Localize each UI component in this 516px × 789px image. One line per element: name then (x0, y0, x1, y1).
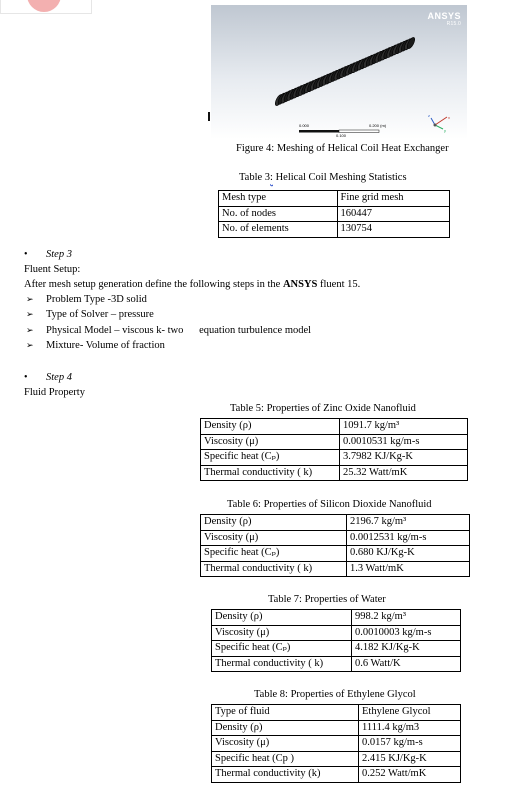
table-row (212, 656, 461, 672)
table-row (219, 206, 450, 222)
step4-bullet: • (24, 372, 28, 383)
property-name-cell: Density (ρ) (201, 419, 340, 435)
table-row (201, 546, 470, 562)
property-name-cell: Viscosity (μ) (212, 736, 359, 752)
table-row (201, 561, 470, 577)
property-name-cell: Type of fluid (212, 705, 359, 721)
property-name-cell: Specific heat (Cₚ) (212, 641, 352, 657)
scale-bar-dark (299, 130, 339, 133)
meshing-figure (211, 5, 467, 139)
property-name-cell: Thermal conductivity ( k) (201, 465, 340, 481)
mesh-stats-table (218, 190, 450, 238)
property-name-cell: Density (ρ) (212, 610, 352, 626)
ethylene-glycol-table (211, 704, 461, 783)
scale-label-start: 0.000 (299, 123, 310, 128)
property-value-cell: 998.2 kg/m³ (352, 610, 461, 626)
property-name-cell: Specific heat (Cₚ) (201, 546, 347, 562)
scale-label-end: 0.200 (m) (369, 123, 387, 128)
property-name-cell: No. of nodes (219, 206, 338, 222)
step3-title: Step 3 (46, 249, 72, 260)
arrow-bullet-icon: ➢ (26, 295, 34, 305)
table-row (201, 530, 470, 546)
table-row (212, 767, 461, 783)
coil-mesh-render (211, 5, 467, 139)
table-row (212, 625, 461, 641)
step3-bullet: • (24, 249, 28, 260)
table7-caption: Table 7: Properties of Water (268, 594, 386, 605)
step3-list-item (26, 309, 311, 324)
property-value-cell: Ethylene Glycol (359, 705, 461, 721)
table5-caption: Table 5: Properties of Zinc Oxide Nanofluid (230, 403, 416, 414)
step3-list-text: Problem Type -3D solid (46, 294, 147, 305)
table-row (212, 610, 461, 626)
water-table (211, 609, 461, 672)
property-value-cell: 130754 (337, 222, 449, 238)
property-value-cell: 0.0157 kg/m-s (359, 736, 461, 752)
property-name-cell: Thermal conductivity ( k) (212, 656, 352, 672)
zinc-oxide-table (200, 418, 468, 481)
step3-list-text: Type of Solver – pressure (46, 309, 154, 321)
arrow-bullet-icon: ➢ (26, 310, 34, 321)
scale-label-mid: 0.100 (336, 133, 347, 138)
table6-caption: Table 6: Properties of Silicon Dioxide Nanofluid (227, 499, 432, 510)
ansys-brand-text: ANSYS (427, 11, 461, 21)
property-value-cell: 1.3 Watt/mK (347, 561, 470, 577)
step3-intro-pre: After mesh setup generation define the following steps in the (24, 279, 283, 290)
table-row (219, 191, 450, 207)
property-name-cell: Viscosity (μ) (201, 530, 347, 546)
table-row (201, 450, 468, 466)
table-row (212, 720, 461, 736)
table-row (201, 465, 468, 481)
table3-caption-text: Helical Coil Meshing Statistics (272, 172, 407, 183)
step4-heading: Fluid Property (24, 387, 85, 398)
table3-caption (239, 172, 407, 183)
property-name-cell: Mesh type (219, 191, 338, 207)
axis-triad-icon (428, 113, 450, 133)
property-name-cell: Specific heat (Cp ) (212, 751, 359, 767)
property-value-cell: 0.252 Watt/mK (359, 767, 461, 783)
arrow-bullet-icon: ➢ (26, 325, 34, 336)
table-row (201, 419, 468, 435)
property-value-cell: Fine grid mesh (337, 191, 449, 207)
property-value-cell: 0.0012531 kg/m-s (347, 530, 470, 546)
property-value-cell: 1111.4 kg/m3 (359, 720, 461, 736)
logo-fragment (0, 0, 92, 14)
table-row (212, 751, 461, 767)
property-value-cell: 0.680 KJ/Kg-K (347, 546, 470, 562)
step4-title: Step 4 (46, 372, 72, 383)
table-row (201, 434, 468, 450)
property-name-cell: Thermal conductivity ( k) (201, 561, 347, 577)
property-value-cell: 25.32 Watt/mK (340, 465, 468, 481)
property-name-cell: Thermal conductivity (k) (212, 767, 359, 783)
property-value-cell: 160447 (337, 206, 449, 222)
silicon-dioxide-table (200, 514, 470, 577)
ansys-version-text: R15.0 (446, 21, 461, 27)
property-name-cell: Viscosity (μ) (201, 434, 340, 450)
step3-intro-post: fluent 15. (317, 279, 361, 290)
property-value-cell: 2.415 KJ/Kg-K (359, 751, 461, 767)
property-name-cell: Specific heat (Cₚ) (201, 450, 340, 466)
property-value-cell: 3.7982 KJ/Kg-K (340, 450, 468, 466)
step3-list-text: Physical Model – viscous k- two equation turbulence model (46, 324, 312, 336)
svg-text:y: y (444, 128, 446, 133)
table-row (219, 222, 450, 238)
property-value-cell: 4.182 KJ/Kg-K (352, 641, 461, 657)
helical-coil-mesh (274, 36, 416, 106)
figure4-caption: Figure 4: Meshing of Helical Coil Heat Exchanger (236, 143, 449, 154)
table-row (201, 515, 470, 531)
table-row (212, 705, 461, 721)
table3-caption-sep: : (270, 172, 273, 183)
scale-bar (299, 123, 387, 138)
property-value-cell: 0.0010003 kg/m-s (352, 625, 461, 641)
property-value-cell: 2196.7 kg/m³ (347, 515, 470, 531)
step3-list-item (26, 325, 311, 340)
table-row (212, 736, 461, 752)
property-name-cell: Density (ρ) (212, 720, 359, 736)
property-value-cell: 0.0010531 kg/m-s (340, 434, 468, 450)
property-name-cell: Viscosity (μ) (212, 625, 352, 641)
svg-text:z: z (428, 113, 430, 118)
property-value-cell: 1091.7 kg/m³ (340, 419, 468, 435)
step3-list-text: Mixture- Volume of fraction (46, 339, 165, 351)
step3-intro-bold: ANSYS (282, 279, 318, 290)
table-row (212, 641, 461, 657)
arrow-bullet-icon: ➢ (26, 340, 34, 351)
step3-list (26, 294, 311, 355)
table8-caption: Table 8: Properties of Ethylene Glycol (254, 689, 416, 700)
property-name-cell: Density (ρ) (201, 515, 347, 531)
property-name-cell: No. of elements (219, 222, 338, 238)
logo-mark-icon (27, 0, 61, 12)
property-value-cell: 0.6 Watt/K (352, 656, 461, 672)
svg-text:x: x (448, 115, 450, 120)
step3-heading: Fluent Setup: (24, 264, 81, 275)
stray-mark (208, 112, 210, 121)
table3-caption-prefix: Table 3 (239, 172, 271, 183)
step3-list-item (26, 294, 311, 309)
step3-intro (24, 279, 360, 290)
step3-list-item (26, 340, 311, 355)
